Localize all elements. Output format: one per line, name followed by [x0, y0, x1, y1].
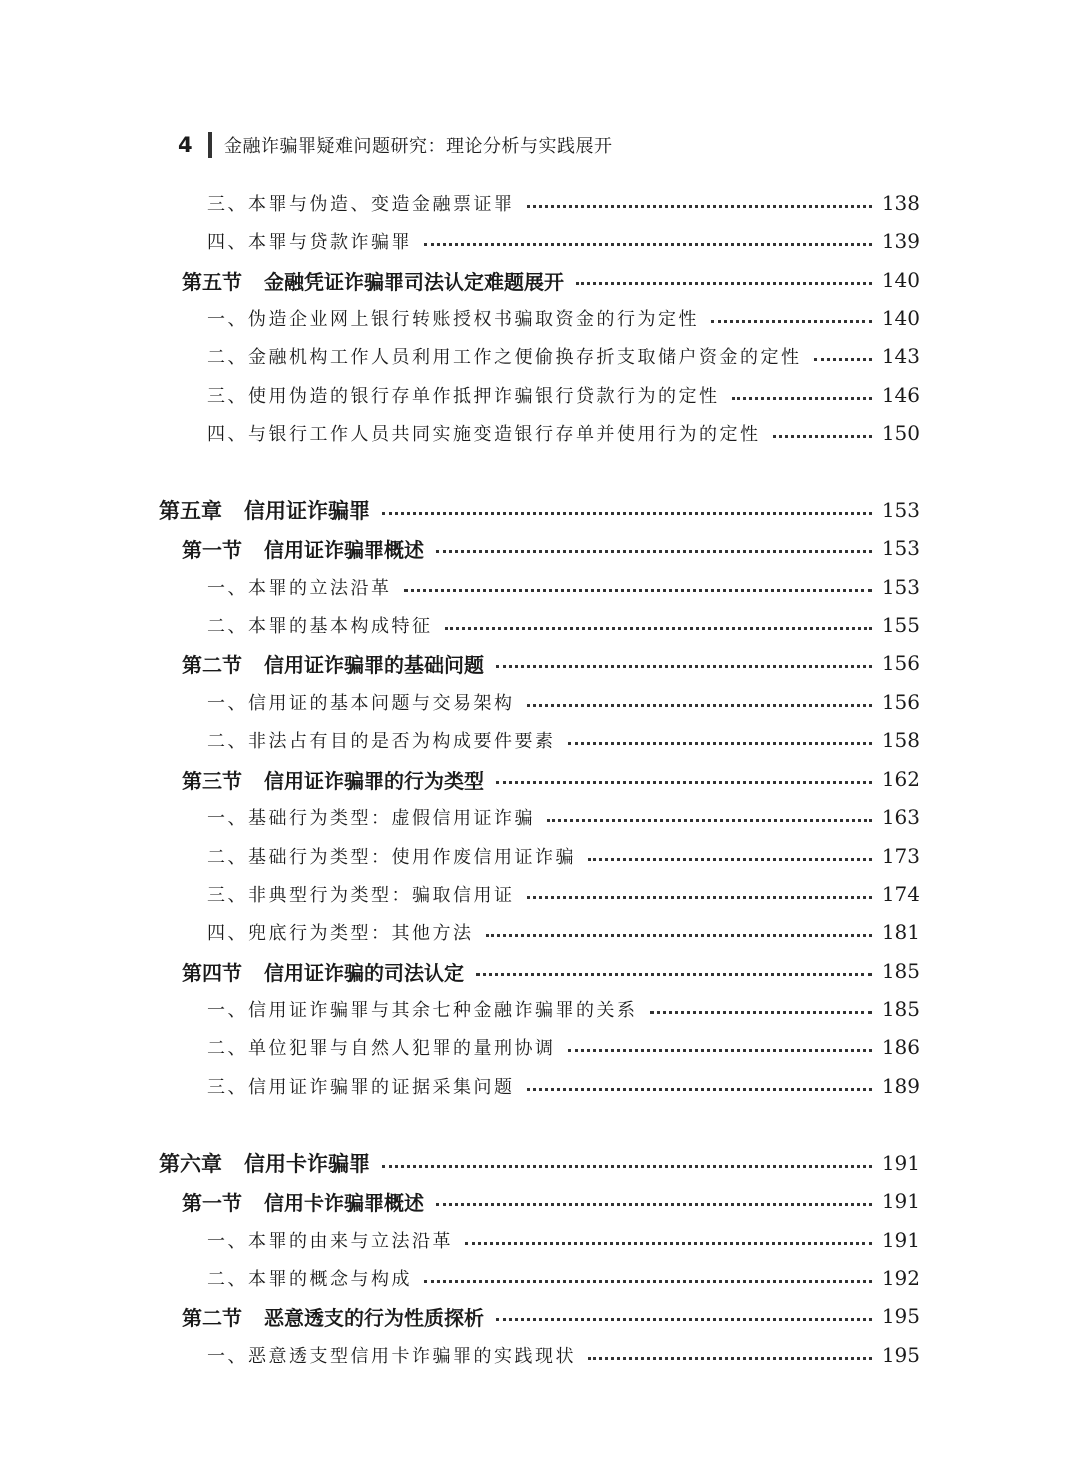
toc-item-title: 一、恶意透支型信用卡诈骗罪的实践现状 — [207, 1346, 576, 1367]
toc-item-row[interactable] — [207, 686, 920, 718]
dot-leader — [465, 1242, 872, 1245]
dot-leader — [568, 1049, 872, 1052]
toc-section-label: 金融凭证诈骗罪司法认定难题展开 — [264, 269, 564, 294]
toc-section-row[interactable] — [182, 763, 920, 795]
toc-section-label: 信用证诈骗罪的基础问题 — [264, 652, 484, 677]
toc-section-label: 恶意透支的行为性质探析 — [264, 1305, 484, 1330]
toc-item-title: 二、非法占有目的是否为构成要件要素 — [207, 731, 556, 752]
toc-item-row[interactable] — [207, 840, 920, 872]
dot-leader — [732, 397, 872, 400]
toc-page-number: 155 — [881, 613, 920, 637]
dot-leader — [527, 205, 872, 208]
dot-leader — [496, 781, 872, 784]
toc-page-number: 189 — [881, 1074, 920, 1098]
toc-page-number: 192 — [881, 1266, 920, 1290]
toc-item-row[interactable] — [207, 1224, 920, 1256]
dot-leader — [527, 704, 872, 707]
dot-leader — [588, 858, 872, 861]
dot-leader — [424, 243, 872, 246]
toc-section-title — [182, 765, 484, 794]
dot-leader — [547, 819, 872, 822]
dot-leader — [814, 358, 872, 361]
toc-section-row[interactable] — [182, 1300, 920, 1332]
toc-chapter-row[interactable] — [159, 1147, 920, 1179]
toc-chapter-label: 信用证诈骗罪 — [244, 499, 370, 523]
toc-section-title — [182, 1187, 424, 1216]
toc-item-title: 二、本罪的概念与构成 — [207, 1269, 412, 1290]
dot-leader — [527, 1088, 872, 1091]
toc-chapter-title — [159, 1148, 370, 1178]
toc-page-number: 174 — [881, 882, 920, 906]
dot-leader — [382, 512, 872, 515]
dot-leader — [476, 973, 872, 976]
toc-page-number: 146 — [881, 383, 920, 407]
toc-item-row[interactable] — [207, 993, 920, 1025]
dot-leader — [445, 627, 872, 630]
header-divider — [208, 132, 212, 158]
toc-item-row[interactable] — [207, 340, 920, 372]
toc-item-row[interactable] — [207, 1070, 920, 1102]
toc-page-number: 153 — [881, 498, 920, 522]
toc-page-number: 191 — [881, 1151, 920, 1175]
toc-section-number: 第一节 — [182, 537, 242, 562]
dot-leader — [568, 742, 872, 745]
toc-item-title: 一、信用证诈骗罪与其余七种金融诈骗罪的关系 — [207, 1000, 638, 1021]
dot-leader — [711, 320, 872, 323]
toc-section-number: 第三节 — [182, 768, 242, 793]
toc-section-number: 第二节 — [182, 1305, 242, 1330]
toc-item-title: 三、本罪与伪造、变造金融票证罪 — [207, 194, 515, 215]
toc-item-row[interactable] — [207, 609, 920, 641]
toc-page-number: 153 — [881, 536, 920, 560]
toc-item-title: 一、本罪的由来与立法沿革 — [207, 1231, 453, 1252]
toc-item-row[interactable] — [207, 225, 920, 257]
toc-section-number: 第四节 — [182, 960, 242, 985]
toc-page-number: 181 — [881, 920, 920, 944]
dot-leader — [496, 665, 872, 668]
page-number: 4 — [178, 133, 193, 157]
dot-leader — [404, 589, 872, 592]
dot-leader — [527, 896, 872, 899]
toc-section-number: 第二节 — [182, 652, 242, 677]
toc-item-row[interactable] — [207, 878, 920, 910]
toc-item-title: 一、本罪的立法沿革 — [207, 578, 392, 599]
toc-item-title: 四、本罪与贷款诈骗罪 — [207, 232, 412, 253]
dot-leader — [773, 435, 872, 438]
toc-page-number: 139 — [881, 229, 920, 253]
toc-item-title: 一、伪造企业网上银行转账授权书骗取资金的行为定性 — [207, 309, 699, 330]
toc-page-number: 156 — [881, 690, 920, 714]
toc-section-row[interactable] — [182, 955, 920, 987]
toc-item-row[interactable] — [207, 379, 920, 411]
toc-section-row[interactable] — [182, 264, 920, 296]
toc-section-label: 信用证诈骗罪概述 — [264, 537, 424, 562]
dot-leader — [382, 1165, 872, 1168]
toc-section-title — [182, 957, 464, 986]
toc-page-number: 158 — [881, 728, 920, 752]
toc-item-row[interactable] — [207, 417, 920, 449]
toc-item-row[interactable] — [207, 1262, 920, 1294]
dot-leader — [486, 934, 872, 937]
toc-page-number: 140 — [881, 306, 920, 330]
dot-leader — [588, 1357, 872, 1360]
toc-section-title — [182, 266, 564, 295]
toc-page-number: 191 — [881, 1228, 920, 1252]
toc-section-label: 信用证诈骗罪的行为类型 — [264, 768, 484, 793]
toc-section-row[interactable] — [182, 532, 920, 564]
toc-item-title: 四、与银行工作人员共同实施变造银行存单并使用行为的定性 — [207, 424, 761, 445]
toc-item-row[interactable] — [207, 801, 920, 833]
toc-section-title — [182, 1302, 484, 1331]
dot-leader — [650, 1011, 872, 1014]
toc-item-row[interactable] — [207, 1031, 920, 1063]
toc-page-number: 185 — [881, 959, 920, 983]
toc-section-row[interactable] — [182, 647, 920, 679]
running-header — [178, 128, 613, 162]
dot-leader — [436, 550, 872, 553]
toc-item-row[interactable] — [207, 724, 920, 756]
toc-chapter-label: 信用卡诈骗罪 — [244, 1152, 370, 1176]
toc-page-number: 162 — [881, 767, 920, 791]
toc-page-number: 195 — [881, 1304, 920, 1328]
toc-item-row[interactable] — [207, 302, 920, 334]
toc-item-row[interactable] — [207, 571, 920, 603]
toc-page-number: 153 — [881, 575, 920, 599]
toc-chapter-row[interactable] — [159, 494, 920, 526]
toc-item-title: 二、单位犯罪与自然人犯罪的量刑协调 — [207, 1038, 556, 1059]
toc-item-row[interactable] — [207, 916, 920, 948]
dot-leader — [424, 1280, 872, 1283]
dot-leader — [576, 282, 872, 285]
toc-item-title: 一、基础行为类型：虚假信用证诈骗 — [207, 808, 535, 829]
toc-page-number: 156 — [881, 651, 920, 675]
toc-item-title: 四、兜底行为类型：其他方法 — [207, 923, 474, 944]
toc-section-row[interactable] — [182, 1185, 920, 1217]
dot-leader — [436, 1203, 872, 1206]
toc-chapter-number: 第六章 — [159, 1152, 222, 1176]
toc-item-title: 一、信用证的基本问题与交易架构 — [207, 693, 515, 714]
toc-item-title: 三、非典型行为类型：骗取信用证 — [207, 885, 515, 906]
toc-page-number: 186 — [881, 1035, 920, 1059]
toc-item-row[interactable] — [207, 1339, 920, 1371]
toc-item-title: 二、基础行为类型：使用作废信用证诈骗 — [207, 847, 576, 868]
toc-chapter-title — [159, 495, 370, 525]
toc-section-number: 第一节 — [182, 1190, 242, 1215]
toc-section-title — [182, 534, 424, 563]
toc-item-title: 三、使用伪造的银行存单作抵押诈骗银行贷款行为的定性 — [207, 386, 720, 407]
toc-page-number: 138 — [881, 191, 920, 215]
toc-section-number: 第五节 — [182, 269, 242, 294]
toc-item-title: 二、本罪的基本构成特征 — [207, 616, 433, 637]
toc-page-number: 140 — [881, 268, 920, 292]
toc-page-number: 185 — [881, 997, 920, 1021]
toc-item-title: 三、信用证诈骗罪的证据采集问题 — [207, 1077, 515, 1098]
book-title: 金融诈骗罪疑难问题研究：理论分析与实践展开 — [224, 136, 613, 157]
dot-leader — [496, 1318, 872, 1321]
toc-section-label: 信用证诈骗的司法认定 — [264, 960, 464, 985]
toc-section-title — [182, 649, 484, 678]
toc-page-number: 191 — [881, 1189, 920, 1213]
toc-page-number: 143 — [881, 344, 920, 368]
toc-item-row[interactable] — [207, 187, 920, 219]
toc-page-number: 150 — [881, 421, 920, 445]
toc-page-number: 163 — [881, 805, 920, 829]
toc-section-label: 信用卡诈骗罪概述 — [264, 1190, 424, 1215]
toc-page-number: 195 — [881, 1343, 920, 1367]
toc-item-title: 二、金融机构工作人员利用工作之便偷换存折支取储户资金的定性 — [207, 347, 802, 368]
toc-chapter-number: 第五章 — [159, 499, 222, 523]
toc-page-number: 173 — [881, 844, 920, 868]
